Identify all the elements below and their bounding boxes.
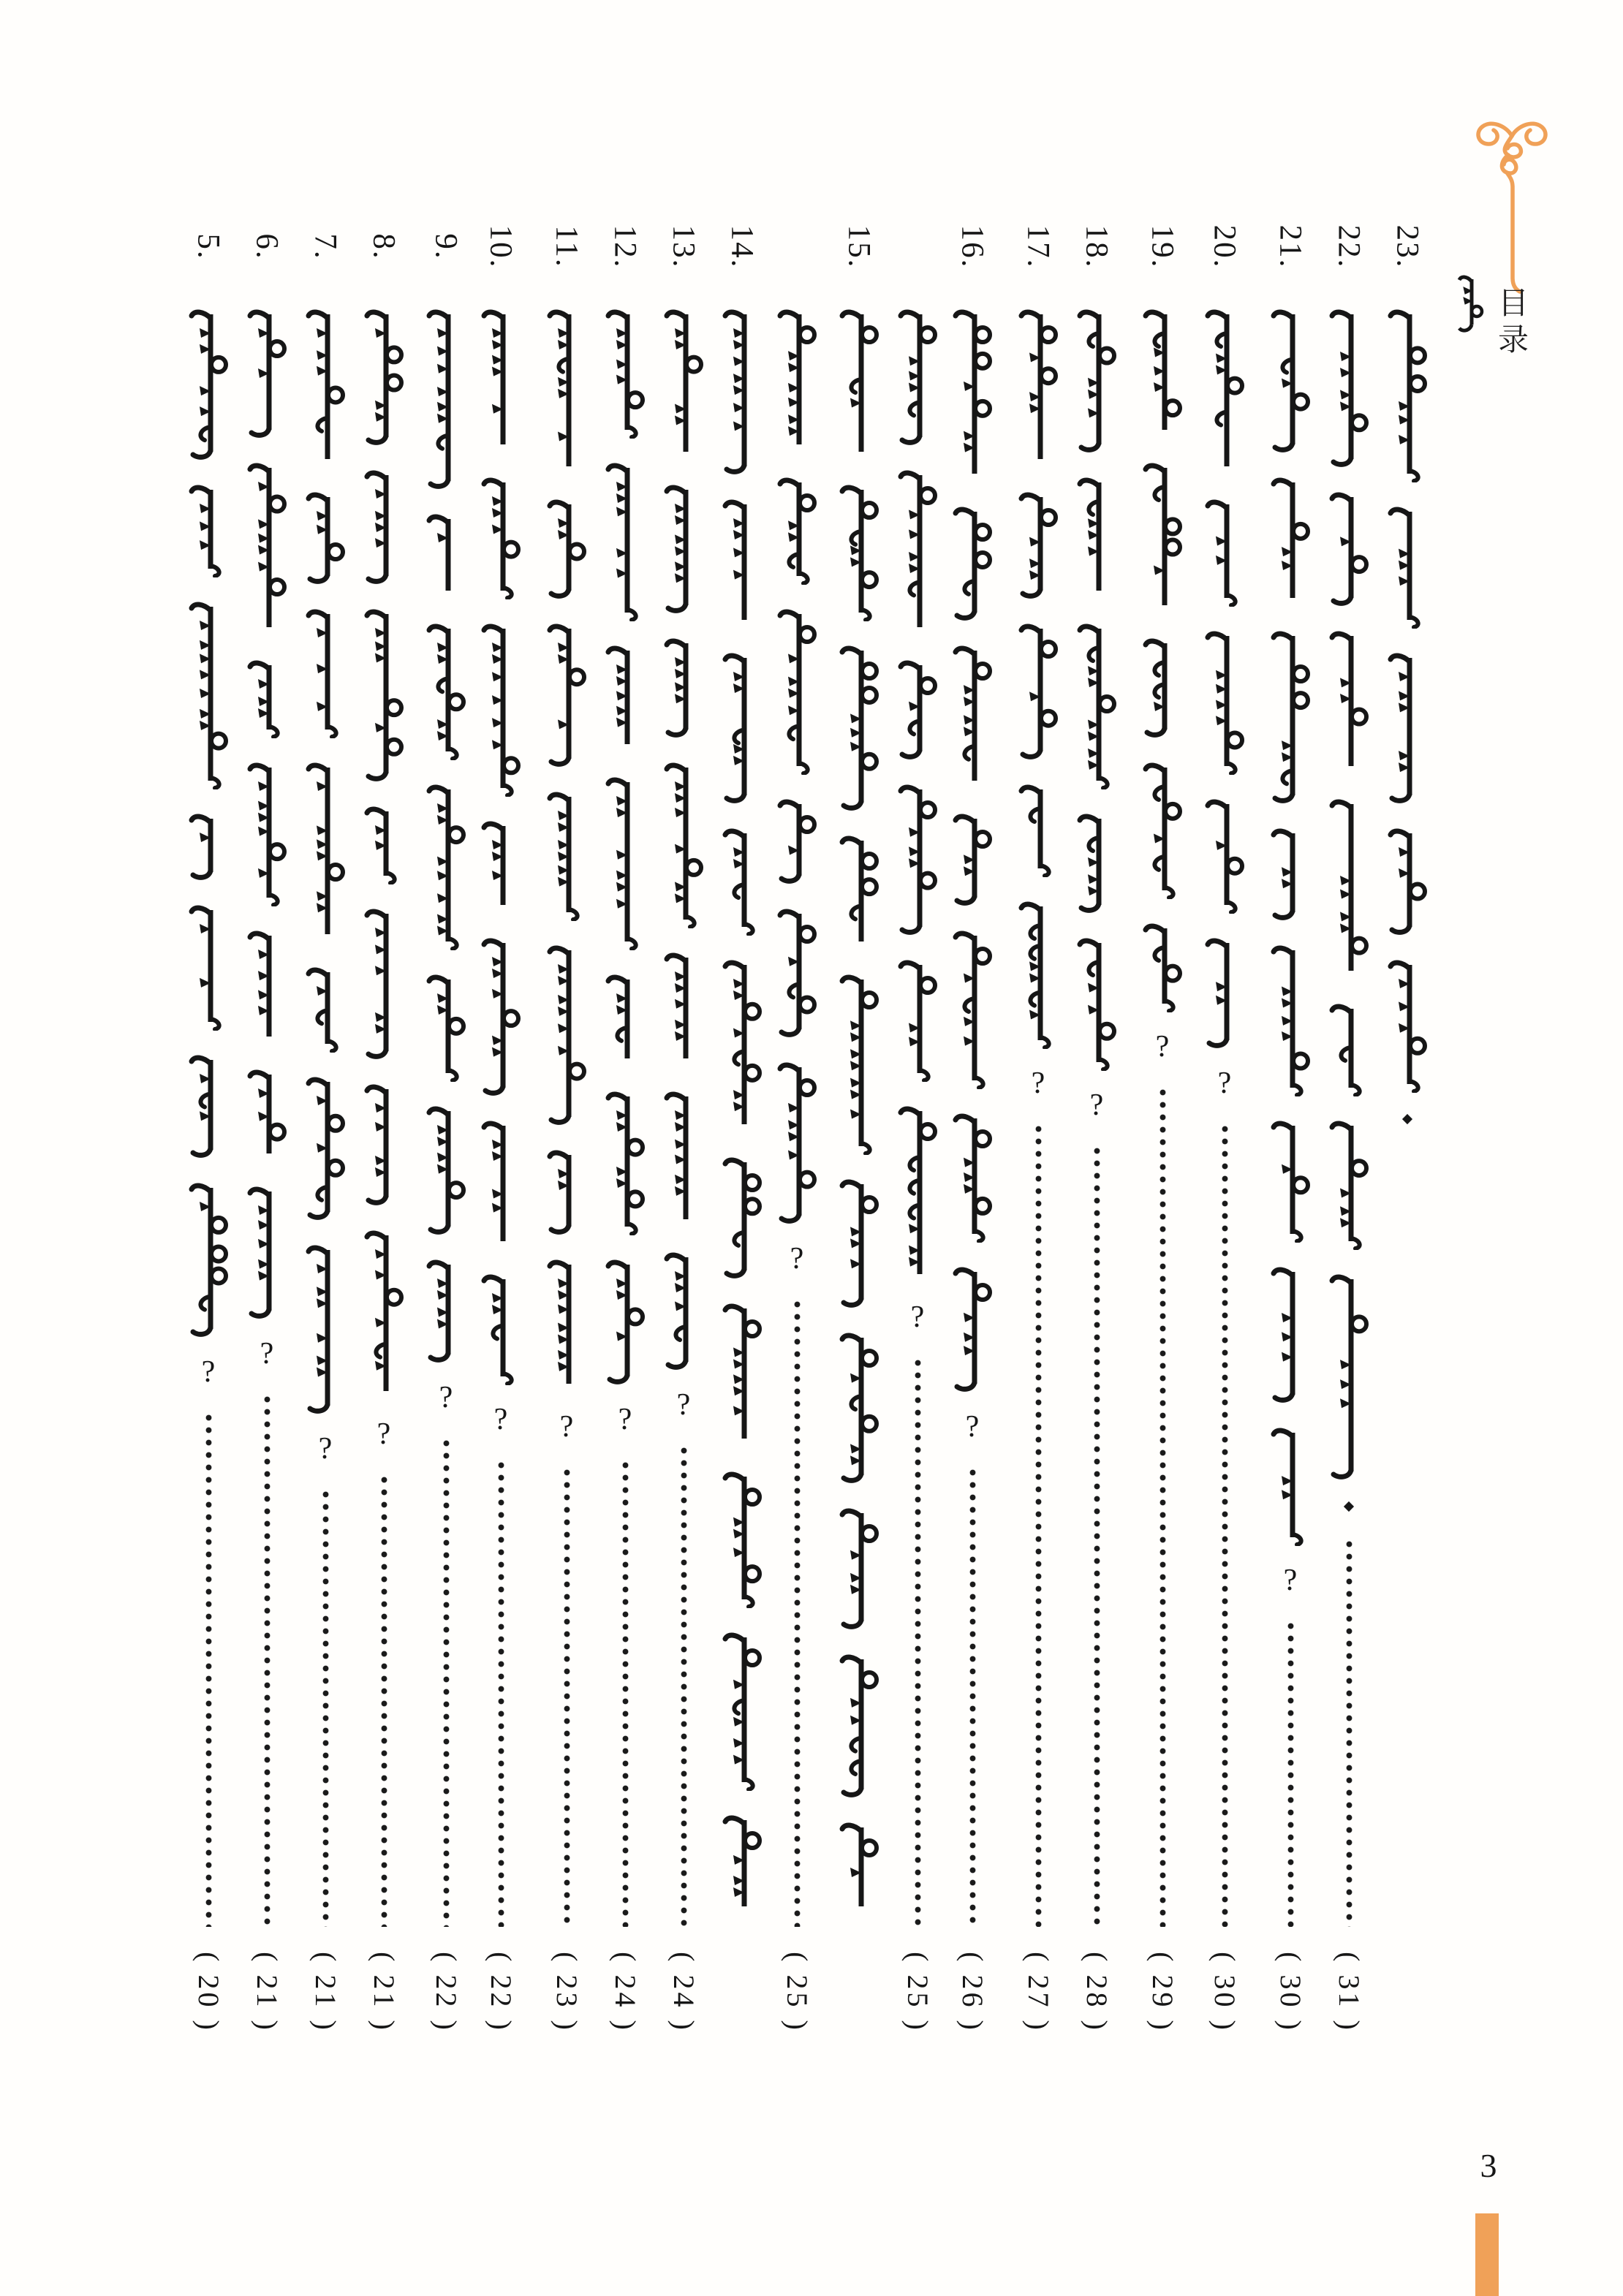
mongolian-script-word <box>1017 621 1059 760</box>
page-number-text: ( 25 ) <box>780 1951 814 2033</box>
question-mark: ? <box>965 1410 980 1444</box>
mongolian-script-word <box>838 972 880 1155</box>
mongolian-script-word <box>951 928 994 1089</box>
mongolian-script-word <box>545 1148 588 1235</box>
mongolian-script-word <box>1075 936 1118 1071</box>
mongolian-script-word <box>604 1257 646 1385</box>
dot-leader <box>1287 1620 1294 1927</box>
mongolian-script-word <box>187 903 230 1031</box>
mongolian-script-word <box>896 468 939 636</box>
question-mark: ? <box>559 1410 574 1444</box>
entry-number <box>1140 216 1184 277</box>
mongolian-script-word <box>1328 797 1370 980</box>
entry-number-text: 22. <box>1331 224 1366 268</box>
mongolian-script-word <box>662 636 705 738</box>
mongolian-script-word <box>721 497 763 629</box>
toc-entry-column <box>477 216 524 2047</box>
mongolian-script-word <box>951 504 994 621</box>
mongolian-script-word <box>187 811 230 881</box>
mongolian-script-word <box>951 1111 994 1243</box>
mongolian-script-word <box>545 307 588 475</box>
mongolian-script-word <box>838 482 880 621</box>
mongolian-script-word <box>896 958 939 1082</box>
mongolian-script-word <box>662 950 705 1067</box>
dot-leader <box>564 1466 570 1927</box>
mongolian-script-word <box>1203 629 1246 775</box>
page-number <box>643 1937 725 2047</box>
mongolian-script-word <box>246 928 288 1045</box>
toc-entry-column <box>243 216 290 2047</box>
mongolian-script-word <box>425 307 467 490</box>
mongolian-script-word <box>304 1243 347 1414</box>
mongolian-script-word <box>363 1082 405 1206</box>
toc-entry-column <box>719 216 765 2047</box>
question-mark: ? <box>790 1242 804 1276</box>
page-number-text: ( 20 ) <box>192 1951 225 2033</box>
toc-entry-column <box>1201 216 1248 2047</box>
dot-leader <box>205 1412 212 1927</box>
toc-entry-column <box>1139 216 1186 2047</box>
entry-number <box>1385 216 1429 277</box>
question-mark: ? <box>1155 1030 1170 1064</box>
toc-entry-column <box>185 216 232 2047</box>
mongolian-script-word <box>721 1469 763 1608</box>
mongolian-script-word <box>1203 307 1246 475</box>
mongolian-script-word <box>1075 811 1118 914</box>
mongolian-script-word <box>1386 651 1429 804</box>
entry-number-text: 6. <box>249 232 284 260</box>
page-number-text: ( 22 ) <box>484 1951 518 2033</box>
mongolian-script-word <box>1328 1272 1370 1480</box>
mongolian-script-word <box>604 461 646 621</box>
mongolian-script-word <box>776 307 818 453</box>
question-mark: ? <box>493 1403 508 1436</box>
mongolian-script-word <box>896 658 939 760</box>
mongolian-script-word <box>246 658 288 738</box>
mongolian-script-word <box>662 482 705 614</box>
question-mark: ? <box>618 1403 632 1436</box>
entry-number <box>720 216 764 277</box>
entry-number-text: 15. <box>841 224 877 268</box>
mongolian-script-word <box>1269 1265 1312 1403</box>
mongolian-script-word <box>425 1257 467 1363</box>
mongolian-script-word <box>1328 307 1370 468</box>
entry-number-text: 14. <box>725 224 760 268</box>
dot-leader <box>915 1357 921 1927</box>
mongolian-script-word <box>1269 943 1312 1096</box>
entry-number-text: 10. <box>483 224 518 268</box>
dot-leader <box>1094 1145 1100 1927</box>
page-number <box>1309 1937 1390 2047</box>
page-number-text: ( 21 ) <box>309 1951 342 2033</box>
mongolian-script-word <box>721 958 763 1133</box>
mongolian-script-word <box>1017 490 1059 599</box>
mongolian-script-word <box>838 1820 880 1915</box>
mongolian-script-word <box>363 307 405 446</box>
question-mark: ? <box>201 1355 216 1389</box>
page-number-text: ( 23 ) <box>550 1951 583 2033</box>
toc-entry-column <box>423 216 469 2047</box>
mongolian-script-word <box>480 307 522 453</box>
dot-leader <box>443 1437 450 1927</box>
toc-entry-column <box>949 216 996 2047</box>
mongolian-script-word <box>1328 629 1370 775</box>
entry-number-text: 8. <box>366 232 401 260</box>
mongolian-script-word <box>363 804 405 884</box>
entry-number <box>366 216 401 277</box>
mongolian-script-word <box>1141 636 1184 738</box>
mongolian-script-word <box>721 1630 763 1791</box>
folio-page-number: 3 <box>1480 2147 1497 2184</box>
entry-number <box>308 216 343 277</box>
page-number-text: ( 21 ) <box>367 1951 401 2033</box>
mongolian-script-word <box>304 965 347 1053</box>
mongolian-script-word <box>1269 826 1312 921</box>
mongolian-script-word <box>604 307 646 439</box>
mongolian-full-stop <box>1402 1114 1412 1124</box>
mongolian-script-word <box>304 760 347 943</box>
mongolian-script-word <box>662 1089 705 1228</box>
mongolian-script-word <box>721 1301 763 1447</box>
question-mark: ? <box>676 1388 691 1422</box>
mongolian-script-word <box>246 1067 288 1162</box>
mongolian-script-word <box>425 972 467 1082</box>
mongolian-script-word <box>187 307 230 461</box>
mongolian-script-word <box>1141 921 1184 1012</box>
page-number-text: ( 24 ) <box>667 1951 700 2033</box>
dot-leader <box>794 1298 801 1927</box>
mongolian-script-word <box>951 643 994 789</box>
mongolian-script-word <box>721 651 763 804</box>
entry-number <box>603 216 647 277</box>
mongolian-script-word <box>545 1257 588 1393</box>
toc-entry-column <box>1325 216 1372 2047</box>
mongolian-script-word <box>838 1177 880 1308</box>
page-number-text: ( 28 ) <box>1080 1951 1113 2033</box>
entry-number-text: 20. <box>1207 224 1242 268</box>
mongolian-script-word <box>776 1060 818 1224</box>
entry-number <box>1268 216 1312 277</box>
mongolian-script-word <box>425 512 467 599</box>
toc-entry-column <box>1015 216 1062 2047</box>
toc-entry-continuation-column <box>894 216 941 2047</box>
mongolian-script-word <box>246 461 288 636</box>
mongolian-script-word <box>951 307 994 482</box>
question-mark: ? <box>1217 1066 1232 1100</box>
mongolian-script-word <box>1269 307 1312 453</box>
dot-leader <box>1222 1123 1228 1927</box>
dot-leader <box>969 1466 976 1927</box>
mongolian-script-word <box>721 307 763 475</box>
mongolian-script-word <box>1269 1425 1312 1546</box>
mongolian-script-word <box>776 906 818 1038</box>
mongolian-script-word <box>304 1075 347 1221</box>
question-mark: ? <box>439 1381 453 1414</box>
mongolian-script-word <box>662 307 705 461</box>
mongolian-script-word <box>545 943 588 1126</box>
entry-number <box>1075 216 1119 277</box>
mongolian-script-word <box>480 936 522 1096</box>
mongolian-script-word <box>187 1053 230 1159</box>
mongolian-script-word <box>662 760 705 928</box>
contents-title-cjk: 目录 <box>1494 287 1527 360</box>
mongolian-script-word <box>604 972 646 1067</box>
page-number-text: ( 30 ) <box>1208 1951 1241 2033</box>
mongolian-script-word <box>363 607 405 782</box>
mongolian-script-word <box>776 475 818 585</box>
dot-leader <box>498 1459 504 1927</box>
mongolian-script-word <box>776 797 818 884</box>
page-number-text: ( 31 ) <box>1332 1951 1366 2033</box>
mongolian-script-word <box>187 1181 230 1338</box>
page-number-text: ( 27 ) <box>1021 1951 1055 2033</box>
entry-number-text: 7. <box>308 232 343 260</box>
mongolian-script-word <box>304 490 347 585</box>
mongolian-script-word <box>246 307 288 439</box>
mongolian-script-word <box>1386 958 1429 1093</box>
toc-entry-column <box>602 216 648 2047</box>
mongolian-script-word <box>1328 1118 1370 1250</box>
mongolian-script-word <box>604 643 646 753</box>
mongolian-script-word <box>896 782 939 936</box>
mongolian-script-word <box>1386 307 1429 482</box>
mongolian-script-word <box>425 621 467 760</box>
mongolian-script-word <box>304 307 347 468</box>
mongolian-script-word <box>363 468 405 585</box>
mongolian-script-word <box>545 621 588 768</box>
mongolian-script-word <box>1203 797 1246 914</box>
mongolian-script-word <box>1269 475 1312 607</box>
mongolian-script-word <box>545 789 588 921</box>
entry-number <box>191 216 226 277</box>
mongolian-script-word <box>187 599 230 789</box>
mongolian-script-word <box>1141 307 1184 439</box>
question-mark: ? <box>377 1417 391 1451</box>
dot-leader <box>1346 1538 1352 1927</box>
mongolian-script-word <box>776 607 818 775</box>
mongolian-script-word <box>425 782 467 950</box>
mongolian-script-word <box>480 1272 522 1385</box>
dot-leader <box>1035 1123 1042 1927</box>
toc-entry-column <box>302 216 349 2047</box>
mongolian-script-word <box>1203 936 1246 1049</box>
mongolian-script-word <box>246 1184 288 1319</box>
dot-leader <box>622 1459 629 1927</box>
entry-number <box>837 216 881 277</box>
toc-entry-column <box>836 216 882 2047</box>
entry-number <box>545 216 588 277</box>
mongolian-script-word <box>838 1652 880 1798</box>
mongolian-full-stop <box>1344 1501 1354 1512</box>
entry-number-text: 19. <box>1145 224 1180 268</box>
mongolian-script-word <box>721 1813 763 1915</box>
mongolian-script-word <box>480 475 522 599</box>
page-number <box>757 1937 838 2047</box>
toc-entry-column <box>543 216 590 2047</box>
mongolian-script-word <box>480 621 522 797</box>
mongolian-script-word <box>604 775 646 950</box>
mongolian-script-word <box>363 906 405 1060</box>
mongolian-script-word <box>1386 826 1429 936</box>
entry-number-text: 18. <box>1079 224 1114 268</box>
question-mark: ? <box>318 1432 333 1466</box>
mongolian-script-word <box>838 307 880 461</box>
dot-leader <box>681 1444 687 1927</box>
mongolian-script-word <box>838 833 880 950</box>
mongolian-script-word <box>1075 475 1118 599</box>
page-number-text: ( 25 ) <box>901 1951 934 2033</box>
mongolian-script-word <box>187 482 230 577</box>
entry-number-text: 16. <box>955 224 990 268</box>
spine-accent-bar <box>1475 2213 1499 2296</box>
toc-entry-column <box>1267 216 1314 2047</box>
mongolian-script-word <box>838 1506 880 1630</box>
page-number-text: ( 22 ) <box>429 1951 463 2033</box>
mongolian-script-word <box>604 1089 646 1235</box>
page-number-text: ( 30 ) <box>1274 1951 1307 2033</box>
entry-number <box>428 216 464 277</box>
question-mark: ? <box>910 1300 925 1334</box>
toc-entry-column <box>1384 216 1431 2047</box>
dot-leader <box>322 1488 329 1927</box>
mongolian-script-word <box>1203 497 1246 607</box>
mongolian-script-word <box>545 497 588 599</box>
entry-number <box>950 216 994 277</box>
mongolian-script-word <box>480 1118 522 1250</box>
entry-number-text: 17. <box>1021 224 1056 268</box>
mongolian-script-word <box>721 1155 763 1279</box>
mongolian-script-word <box>896 307 939 446</box>
page-number-text: ( 29 ) <box>1146 1951 1179 2033</box>
entry-number <box>662 216 705 277</box>
question-mark: ? <box>1031 1066 1045 1100</box>
mongolian-script-word <box>1141 461 1184 614</box>
toc-entry-column <box>360 216 407 2047</box>
mongolian-script-word <box>363 1228 405 1400</box>
toc-entry-continuation-column <box>773 216 820 2047</box>
mongolian-script-word <box>1328 1001 1370 1096</box>
question-mark: ? <box>260 1337 274 1371</box>
entry-number <box>1327 216 1371 277</box>
mongolian-script-word <box>480 819 522 914</box>
mongolian-script-word <box>1386 504 1429 629</box>
mongolian-script-word <box>896 1104 939 1283</box>
mongolian-script-word <box>1075 307 1118 453</box>
dot-leader <box>381 1474 387 1927</box>
entry-number-text: 11. <box>549 224 584 268</box>
entry-number <box>479 216 523 277</box>
dot-leader <box>264 1393 270 1927</box>
mongolian-script-word <box>721 826 763 936</box>
mongolian-script-word <box>1328 490 1370 607</box>
mongolian-script-word <box>1075 621 1118 789</box>
question-mark: ? <box>1089 1088 1104 1122</box>
mongolian-script-word <box>1141 760 1184 899</box>
question-mark: ? <box>1283 1564 1298 1597</box>
entry-number-text: 13. <box>666 224 701 268</box>
mongolian-script-word <box>1017 782 1059 877</box>
entry-number-text: 9. <box>428 232 464 260</box>
mongolian-script-word <box>246 760 288 906</box>
entry-number-text: 12. <box>608 224 643 268</box>
mongolian-script-word <box>1269 629 1312 804</box>
entry-number-text: 23. <box>1390 224 1425 268</box>
entry-number <box>249 216 284 277</box>
toc-entry-column <box>660 216 707 2047</box>
page-number-text: ( 26 ) <box>956 1951 989 2033</box>
mongolian-script-word <box>1017 307 1059 468</box>
mongolian-script-word <box>425 1104 467 1235</box>
page-number-text: ( 21 ) <box>250 1951 284 2033</box>
mongolian-script-word <box>304 607 347 738</box>
mongolian-script-word <box>951 1265 994 1393</box>
entry-number-text: 5. <box>191 232 226 260</box>
dot-leader <box>1159 1086 1166 1927</box>
mongolian-script-word <box>1017 899 1059 1049</box>
entry-number <box>1016 216 1060 277</box>
entry-number <box>1203 216 1246 277</box>
mongolian-script-word <box>1269 1118 1312 1243</box>
mongolian-script-word <box>662 1250 705 1371</box>
entry-number-text: 21. <box>1273 224 1308 268</box>
toc-entry-column <box>1073 216 1120 2047</box>
mongolian-script-word <box>838 1330 880 1484</box>
mongolian-script-word <box>838 643 880 811</box>
page-number-text: ( 24 ) <box>608 1951 642 2033</box>
mongolian-script-word <box>951 811 994 906</box>
